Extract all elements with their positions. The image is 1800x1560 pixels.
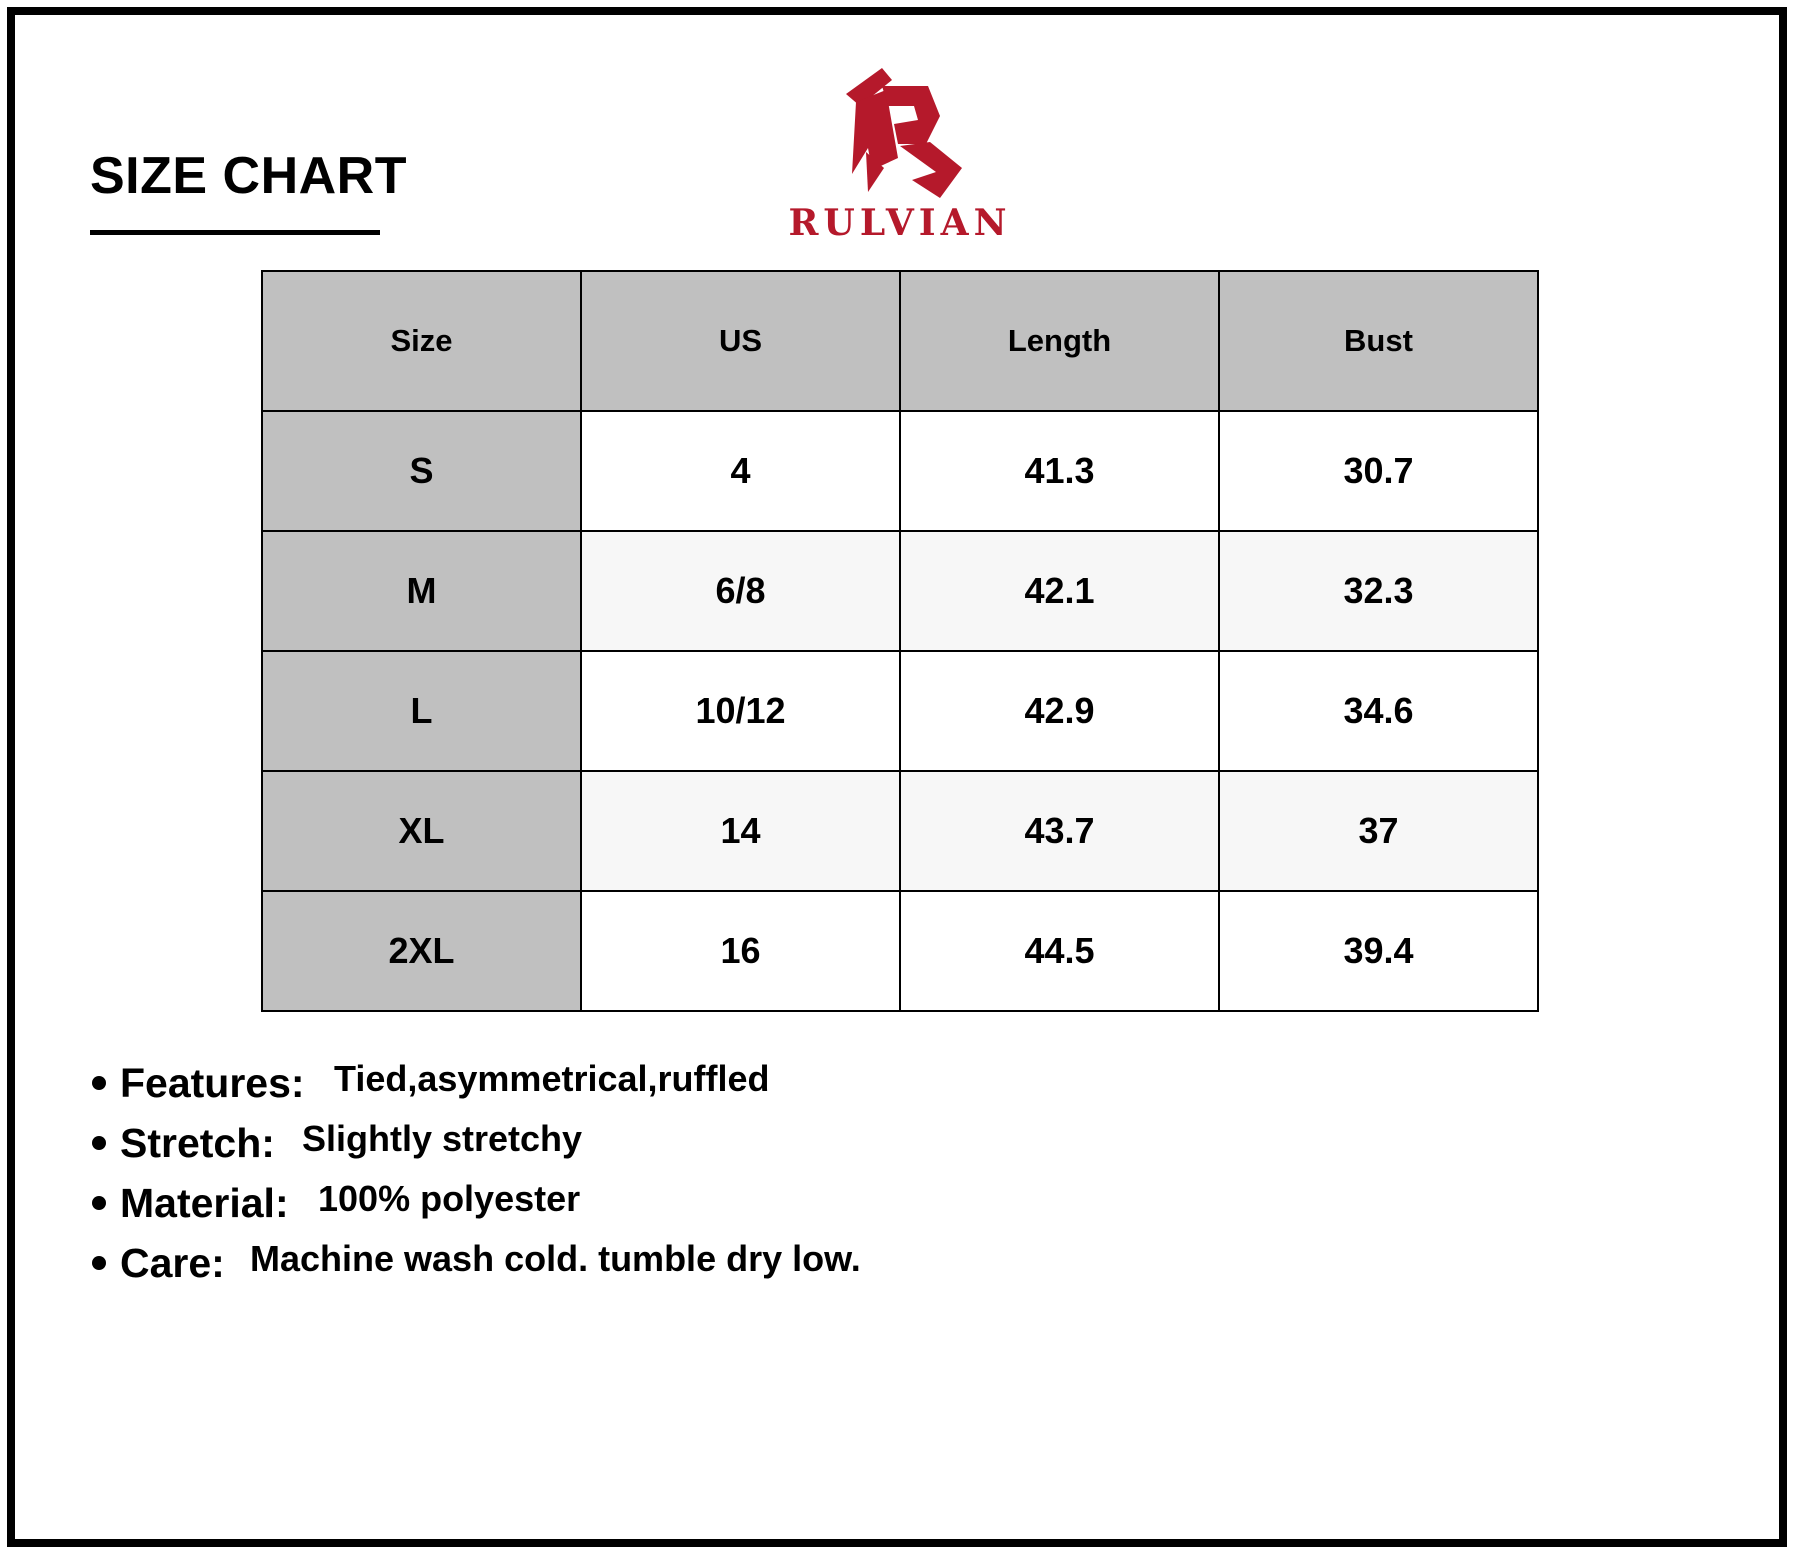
bust-cell: 30.7 bbox=[1219, 411, 1538, 531]
page-title: SIZE CHART bbox=[90, 147, 407, 205]
table-header-row bbox=[262, 271, 1538, 411]
spec-label: Care: bbox=[120, 1240, 225, 1286]
brand-name: RULVIAN bbox=[788, 202, 1012, 244]
length-cell: 42.1 bbox=[900, 531, 1219, 651]
bust-cell: 32.3 bbox=[1219, 531, 1538, 651]
table-row bbox=[262, 411, 1538, 531]
bust-cell: 39.4 bbox=[1219, 891, 1538, 1011]
bust-cell: 34.6 bbox=[1219, 651, 1538, 771]
spec-value: Slightly stretchy bbox=[302, 1118, 583, 1159]
table-row bbox=[262, 891, 1538, 1011]
spec-value: Machine wash cold. tumble dry low. bbox=[250, 1238, 861, 1279]
size-cell: 2XL bbox=[262, 891, 581, 1011]
length-cell: 42.9 bbox=[900, 651, 1219, 771]
length-cell: 41.3 bbox=[900, 411, 1219, 531]
us-cell: 4 bbox=[581, 411, 900, 531]
spec-value: Tied,asymmetrical,ruffled bbox=[334, 1058, 770, 1099]
length-cell: 43.7 bbox=[900, 771, 1219, 891]
size-table bbox=[261, 270, 1539, 1012]
bullet-icon bbox=[92, 1196, 106, 1210]
bust-cell: 37 bbox=[1219, 771, 1538, 891]
bullet-icon bbox=[92, 1256, 106, 1270]
us-cell: 10/12 bbox=[581, 651, 900, 771]
column-header-us: US bbox=[581, 271, 900, 411]
spec-value: 100% polyester bbox=[318, 1178, 581, 1219]
size-cell: L bbox=[262, 651, 581, 771]
us-cell: 16 bbox=[581, 891, 900, 1011]
title-underline bbox=[90, 230, 380, 235]
size-cell: M bbox=[262, 531, 581, 651]
table-row bbox=[262, 771, 1538, 891]
length-cell: 44.5 bbox=[900, 891, 1219, 1011]
spec-label: Features: bbox=[120, 1060, 305, 1106]
spec-label: Material: bbox=[120, 1180, 289, 1226]
size-cell: XL bbox=[262, 771, 581, 891]
column-header-length: Length bbox=[900, 271, 1219, 411]
size-cell: S bbox=[262, 411, 581, 531]
bullet-icon bbox=[92, 1136, 106, 1150]
column-header-bust: Bust bbox=[1219, 271, 1538, 411]
column-header-size: Size bbox=[262, 271, 581, 411]
table-row bbox=[262, 531, 1538, 651]
brand-r-mark-icon bbox=[780, 62, 1020, 202]
spec-label: Stretch: bbox=[120, 1120, 275, 1166]
us-cell: 14 bbox=[581, 771, 900, 891]
us-cell: 6/8 bbox=[581, 531, 900, 651]
brand-logo bbox=[780, 62, 1020, 252]
table-row bbox=[262, 651, 1538, 771]
bullet-icon bbox=[92, 1076, 106, 1090]
